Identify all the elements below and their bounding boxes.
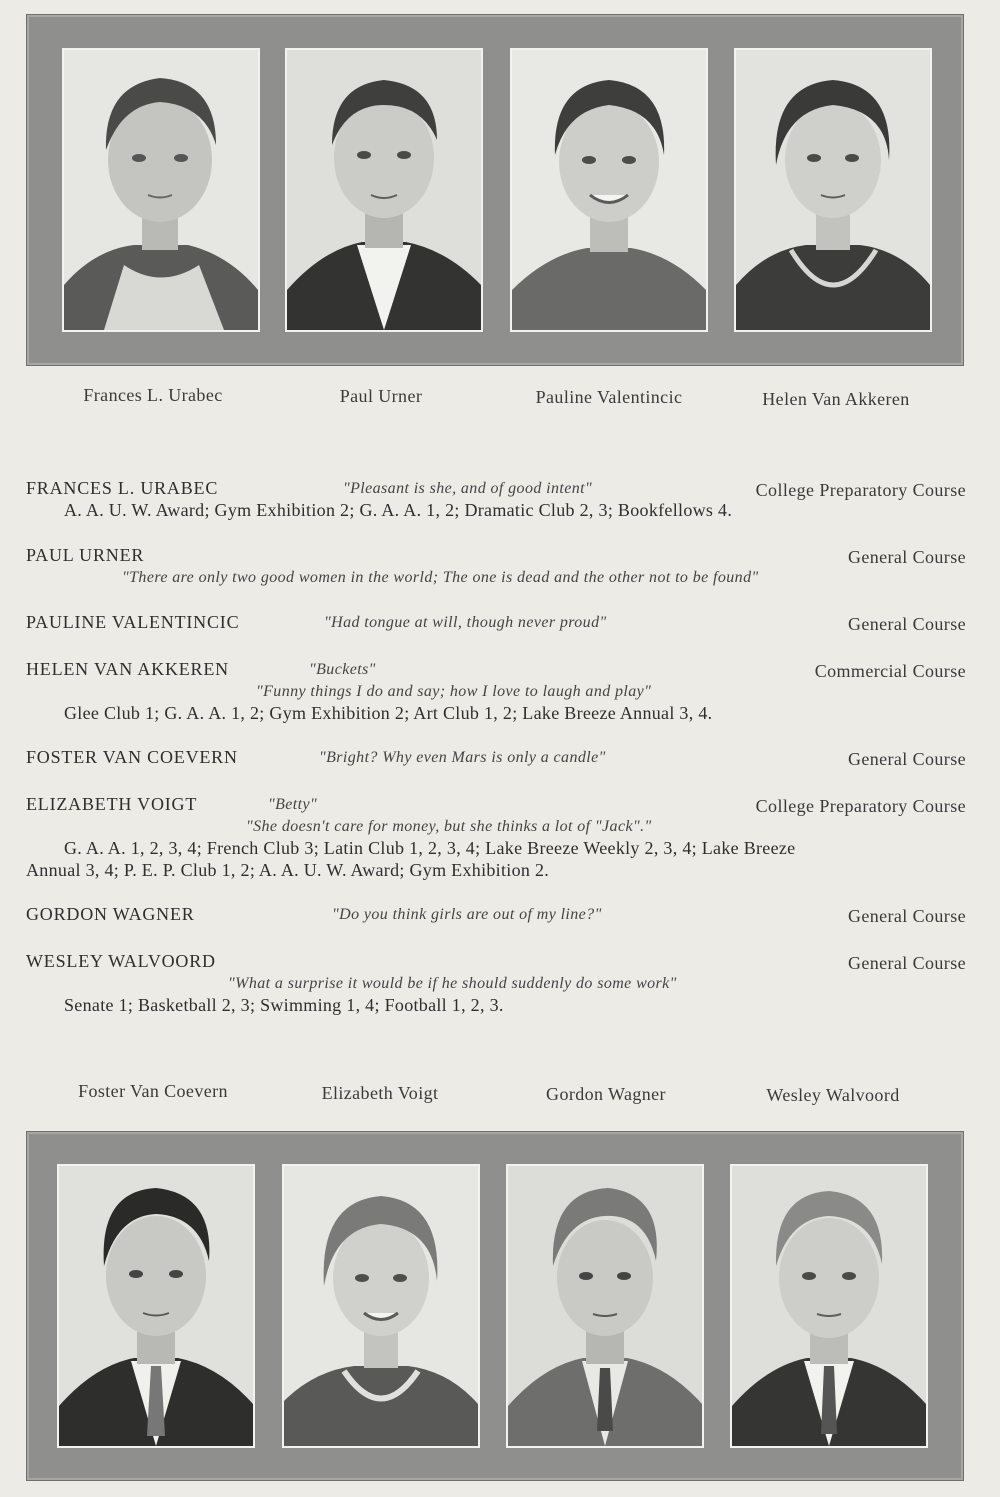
- portrait-frances-urabec: [64, 50, 258, 330]
- entry-quote: "Pleasant is she, and of good intent": [343, 480, 593, 497]
- entry-course: Commercial Course: [814, 661, 966, 681]
- caption-elizabeth-voigt: Elizabeth Voigt: [321, 1083, 439, 1103]
- entry-frances-urabec: [26, 478, 966, 545]
- caption-helen-van-akkeren: Helen Van Akkeren: [762, 389, 910, 409]
- entry-name: HELEN VAN AKKEREN: [26, 659, 229, 679]
- bottom-photo-panel: [26, 1131, 964, 1481]
- portrait-wesley-walvoord: [732, 1166, 926, 1446]
- entry-quote: "Had tongue at will, though never proud": [324, 614, 607, 631]
- entry-course: General Course: [847, 749, 966, 769]
- entry-name: GORDON WAGNER: [26, 904, 195, 924]
- entry-name: PAULINE VALENTINCIC: [26, 612, 240, 632]
- caption-gordon-wagner: Gordon Wagner: [546, 1084, 666, 1104]
- entry-activities: A. A. U. W. Award; Gym Exhibition 2; G. A. A. 1, 2; Dramatic Club 2, 3; Bookfellows 4.: [64, 500, 733, 520]
- entry-course: College Preparatory Course: [755, 796, 966, 816]
- entry-course: General Course: [847, 906, 966, 926]
- entry-course: General Course: [847, 614, 966, 634]
- entry-activities: Glee Club 1; G. A. A. 1, 2; Gym Exhibition 2; Art Club 1, 2; Lake Breeze Annual 3, 4.: [64, 703, 713, 723]
- entry-pauline-valentincic: [26, 612, 966, 659]
- entry-nickname: "Buckets": [309, 661, 376, 678]
- portrait-paul-urner: [287, 50, 481, 330]
- caption-wesley-walvoord: Wesley Walvoord: [766, 1085, 900, 1105]
- entry-elizabeth-voigt: [26, 794, 966, 904]
- entry-quote: "Do you think girls are out of my line?": [332, 906, 602, 923]
- portrait-helen-van-akkeren: [736, 50, 930, 330]
- entry-quote: "Bright? Why even Mars is only a candle": [319, 749, 606, 766]
- entry-name: WESLEY WALVOORD: [26, 951, 216, 971]
- entry-nickname: "Betty": [268, 796, 318, 813]
- caption-pauline-valentincic: Pauline Valentincic: [535, 387, 683, 407]
- portrait-elizabeth-voigt: [284, 1166, 478, 1446]
- entry-quote: "Funny things I do and say; how I love to laugh and play": [256, 683, 652, 700]
- entry-name: FRANCES L. URABEC: [26, 478, 219, 498]
- entry-helen-van-akkeren: [26, 659, 966, 747]
- caption-frances-urabec: Frances L. Urabec: [83, 385, 223, 405]
- portrait-gordon-wagner: [508, 1166, 702, 1446]
- caption-paul-urner: Paul Urner: [339, 386, 423, 406]
- entry-name: PAUL URNER: [26, 545, 145, 565]
- entry-wesley-walvoord: [26, 951, 966, 1017]
- entry-course: General Course: [847, 953, 966, 973]
- entry-course: General Course: [847, 547, 966, 567]
- entry-quote: "There are only two good women in the world; The one is dead and the other not to be found": [122, 569, 759, 586]
- entry-activities-continued: Annual 3, 4; P. E. P. Club 1, 2; A. A. U. W. Award; Gym Exhibition 2.: [26, 860, 550, 880]
- entry-gordon-wagner: [26, 904, 966, 951]
- entry-quote: "What a surprise it would be if he should suddenly do some work": [228, 975, 677, 992]
- portrait-pauline-valentincic: [512, 50, 706, 330]
- entry-activities: Senate 1; Basketball 2, 3; Swimming 1, 4; Football 1, 2, 3.: [64, 995, 504, 1015]
- entry-quote: "She doesn't care for money, but she thinks a lot of "Jack".": [246, 818, 652, 835]
- entry-course: College Preparatory Course: [755, 480, 966, 500]
- entry-activities: G. A. A. 1, 2, 3, 4; French Club 3; Latin Club 1, 2, 3, 4; Lake Breeze Weekly 2, 3, 4; Lake Breeze: [64, 838, 796, 858]
- portrait-foster-van-coevern: [59, 1166, 253, 1446]
- entry-name: ELIZABETH VOIGT: [26, 794, 198, 814]
- entry-name: FOSTER VAN COEVERN: [26, 747, 238, 767]
- top-photo-panel: [26, 14, 964, 366]
- senior-entries: [26, 478, 966, 1017]
- entry-paul-urner: [26, 545, 966, 612]
- caption-foster-van-coevern: Foster Van Coevern: [78, 1081, 228, 1101]
- entry-foster-van-coevern: [26, 747, 966, 794]
